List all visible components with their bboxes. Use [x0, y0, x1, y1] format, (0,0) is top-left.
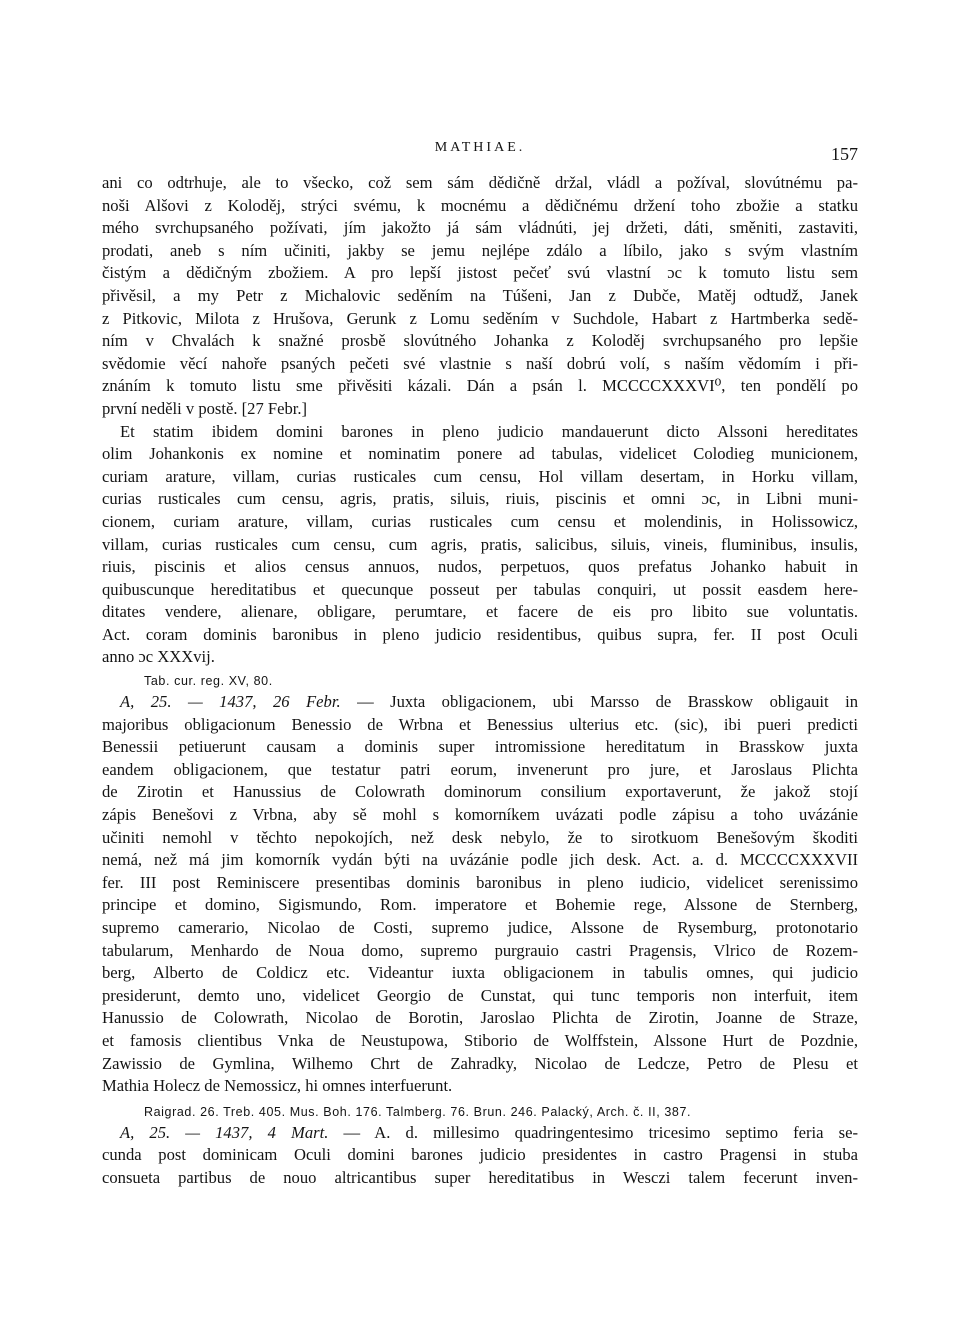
- text-line: anno ɔc XXXvij.: [102, 647, 215, 667]
- text-line: Benessii petiuerunt causam a dominis super intromissione hereditatum in Brasskow juxta: [102, 737, 858, 757]
- page-body: [102, 172, 858, 1190]
- text-line: ditates vendere, alienare, obligare, perumtare, et facere de eis pro libito sue voluntatis.: [102, 602, 858, 622]
- text-line: consueta partibus de nouo altricantibus super hereditatibus in Wesczi talem fecerunt inven-: [102, 1167, 858, 1187]
- entry-heading: A, 25. — 1437, 26 Febr.: [120, 692, 341, 712]
- text-line: quibuscunque hereditatibus et quecunque posseut per tabulas conquiri, ut possit easdem here-: [102, 579, 858, 599]
- text-line: presiderunt, demto uno, videlicet Georgio de Cunstat, qui tunc temporis non interfuit, item: [102, 985, 858, 1005]
- text-line: ním v Chvalách k snažné prosbě slovútného Johanka z Koloděj svrchupsaného pro lepšie: [102, 331, 858, 351]
- text-line: fer. III post Reminiscere presentibas dominis baronibus in pleno iudicio, videlicet serenissimo: [102, 872, 858, 892]
- entry-text: — A. d. millesimo quadringentesimo tricesimo septimo feria se-: [328, 1122, 858, 1142]
- page-number: 157: [831, 144, 858, 164]
- text-line: curias rusticales cum censu, agris, pratis, siluis, riuis, piscinis et omni ɔc, in Libni muni-: [102, 489, 858, 509]
- text-line: et famosis clientibus Vnka de Neustupowa, Stiborio de Wolffstein, Alssone Hurt de Pozdnie,: [102, 1030, 858, 1050]
- text-line: čistým a dědičným zbožiem. A pro lepší jistost pečeť svú vlastní ɔc k tomuto listu sem: [102, 263, 858, 283]
- text-line: curiam arature, villam, curias rusticales cum censu, Hol villam desertam, in Horku villam,: [102, 466, 858, 486]
- entry-paragraph: [102, 691, 858, 1098]
- text-line: učiniti nemohl v těchto nepokojích, než desk nebylo, že to sirotkuom Benešovým škoditi: [102, 827, 858, 847]
- text-line: cionem, curiam arature, villam, curias rusticales cum censu et molendinis, in Holissowicz,: [102, 511, 858, 531]
- source-reference: Raigrad. 26. Treb. 405. Mus. Boh. 176. Talmberg. 76. Brun. 246. Palacký, Arch. č. II, 387.: [144, 1104, 692, 1119]
- text-line: eandem obligacionem, que testatur patri eorum, invenerunt pro jure, et Jaroslaus Plichta: [102, 759, 858, 779]
- text-line: tabularum, Menhardo de Noua domo, supremo purgrauio castri Pragensis, Vlrico de Rozem-: [102, 940, 858, 960]
- text-line: prodati, aneb s ním učiniti, jakby se jemu nejlépe zdálo a líbilo, jako s svým vlastním: [102, 240, 858, 260]
- text-line: první neděli v postě. [27 Febr.]: [102, 398, 308, 418]
- text-line: nemá, než má jim komorník vydán býti na uvázánie podle jich desk. Act. a. d. MCCCCXXXVII: [102, 850, 858, 870]
- text-line: přivěsil, a my Petr z Michalovic seděním na Túšeni, Jan z Dubče, Matěj odtudž, Janek: [102, 285, 858, 305]
- text-line: villam, curias rusticales cum censu, cum agris, pratis, salicibus, siluis, vineis, fluminibus, insulis,: [102, 534, 858, 554]
- text-line: Act. coram dominis baronibus in pleno judicio residentibus, quibus supra, fer. II post Oculi: [102, 624, 858, 644]
- entry-heading: A, 25. — 1437, 4 Mart.: [120, 1122, 329, 1142]
- entry-text: — Juxta obligacionem, ubi Marsso de Brasskow obligauit in: [340, 692, 858, 712]
- text-line: zápis Benešovi z Vrbna, aby sě mohl s komorníkem uvázati podle zápisu a toho uvázánie: [102, 805, 858, 825]
- text-line: Hanussio de Colowrath, Nicolao de Borotin, Jaroslao Plichta de Zirotin, Joanne de Straze,: [102, 1008, 858, 1028]
- text-line: [102, 1122, 858, 1145]
- charter-text: [102, 172, 858, 421]
- text-line: svědomie věcí nahoře psaných pečeti své vlastnie s naší dobrú volí, s naším vědomím i při-: [102, 353, 858, 373]
- text-line: mého svrchupsaného požívati, jím jakožto já sám vládnúti, jej držeti, dáti, směniti, zastaviti,: [102, 218, 858, 238]
- court-record-paragraph: [102, 421, 858, 670]
- text-line: cunda post dominicam Oculi domini barones judicio presidentes in castro Pragensi in stuba: [102, 1145, 858, 1165]
- entry-paragraph: [102, 1122, 858, 1190]
- text-line: z Pitkovic, Milota z Hrušova, Gerunk z Lomu seděním v Suchdole, Habart z Hartmberka sedě-: [102, 308, 858, 328]
- text-line: majoribus obligacionum Benessio de Wrbna et Benessius ulterius etc. (sic), ibi pueri predicti: [102, 714, 858, 734]
- text-line: riuis, piscinis et alios census annuos, nudos, perpetuos, quos prefatus Johanko habuit in: [102, 557, 858, 577]
- text-line: ani co odtrhuje, ale to všecko, což sem sám dědičně držal, vládl a požíval, slovútnému pa-: [102, 173, 858, 192]
- running-title: MATHIAE.: [434, 140, 526, 155]
- text-line: znáním k tomuto listu sme přivěsiti kázali. Dán a psán l. MCCCCXXXVI⁰, ten pondělí po: [102, 376, 858, 396]
- text-line: [102, 691, 858, 714]
- page-header: [102, 138, 858, 172]
- text-line: principe et domino, Sigismundo, Rom. imperatore et Bohemie rege, Alssone de Sternberg,: [102, 895, 858, 915]
- text-line: de Zirotin et Hanussius de Colowrath dominorum consilium exportaverunt, že jakož stojí: [102, 782, 858, 802]
- source-reference: Tab. cur. reg. XV, 80.: [144, 674, 273, 689]
- document-page: [102, 138, 858, 1190]
- text-line: olim Johankonis ex nomine et nominatim ponere ad tabulas, videlicet Colodieg municionem,: [102, 444, 858, 464]
- text-line: berg, Alberto de Coldicz etc. Videantur iuxta obligacionem in tabulis omnes, qui judicio: [102, 963, 858, 983]
- text-line: Et statim ibidem domini barones in pleno judicio mandauerunt dicto Alssoni hereditates: [120, 421, 858, 441]
- text-line: Mathia Holecz de Nemossicz, hi omnes interfuerunt.: [102, 1076, 453, 1096]
- text-line: supremo camerario, Nicolao de Costi, supremo judice, Alssone de Rysemburg, protonotario: [102, 918, 858, 937]
- text-line: Zawissio de Gymlina, Wilhemo Chrt de Zahradky, Nicolao de Ledcze, Petro de Plesu et: [102, 1053, 858, 1073]
- text-line: noši Alšovi z Koloděj, strýci svému, k mocnému a dědičnému držení toho zbožie a statku: [102, 195, 858, 215]
